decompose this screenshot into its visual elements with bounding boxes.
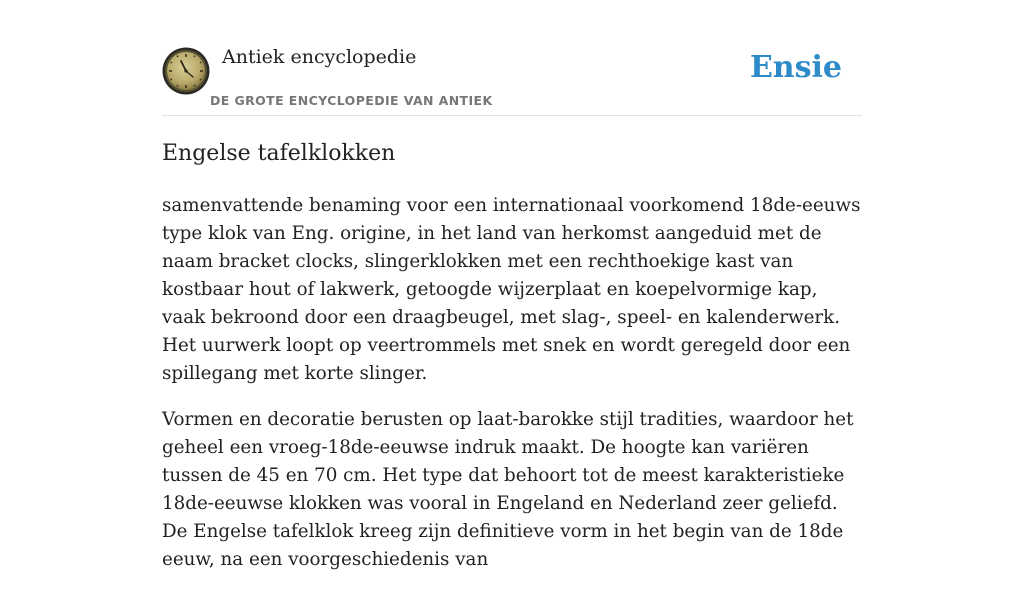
content-container xyxy=(162,0,862,570)
ensie-logo-link[interactable]: Ensie xyxy=(749,50,842,85)
site-subtitle: DE GROTE ENCYCLOPEDIE VAN ANTIEK xyxy=(210,93,493,108)
article-title: Engelse tafelklokken xyxy=(162,141,396,166)
site-header xyxy=(162,0,862,116)
antique-clock-icon[interactable] xyxy=(162,47,210,95)
site-title[interactable]: Antiek encyclopedie xyxy=(222,46,417,68)
article-paragraph: samenvattende benaming voor een internationaal voorkomend 18de-eeuws type klok van Eng. origine, in het land van herkomst aangeduid met de naam bracket clocks, slingerklokken met een rechthoekige kast van kostbaar hout of lakwerk, getoogde wijzerplaat en koepelvormige kap, vaak bekroond door een draagbeugel, met slag-, speel- en kalenderwerk. Het uurwerk loopt op veertrommels met snek en wordt geregeld door een spillegang met korte slinger. xyxy=(162,195,861,384)
article-body xyxy=(162,192,866,592)
article-paragraph: Vormen en decoratie berusten op laat-barokke stijl tradities, waardoor het geheel een vroeg-18de-eeuwse indruk maakt. De hoogte kan variëren tussen de 45 en 70 cm. Het type dat behoort tot de meest karakteristieke 18de-eeuwse klokken was vooral in Engeland en Nederland zeer geliefd. De Engelse tafelklok kreeg zijn definitieve vorm in het begin van de 18de eeuw, na een voorgeschiedenis van xyxy=(162,409,854,570)
